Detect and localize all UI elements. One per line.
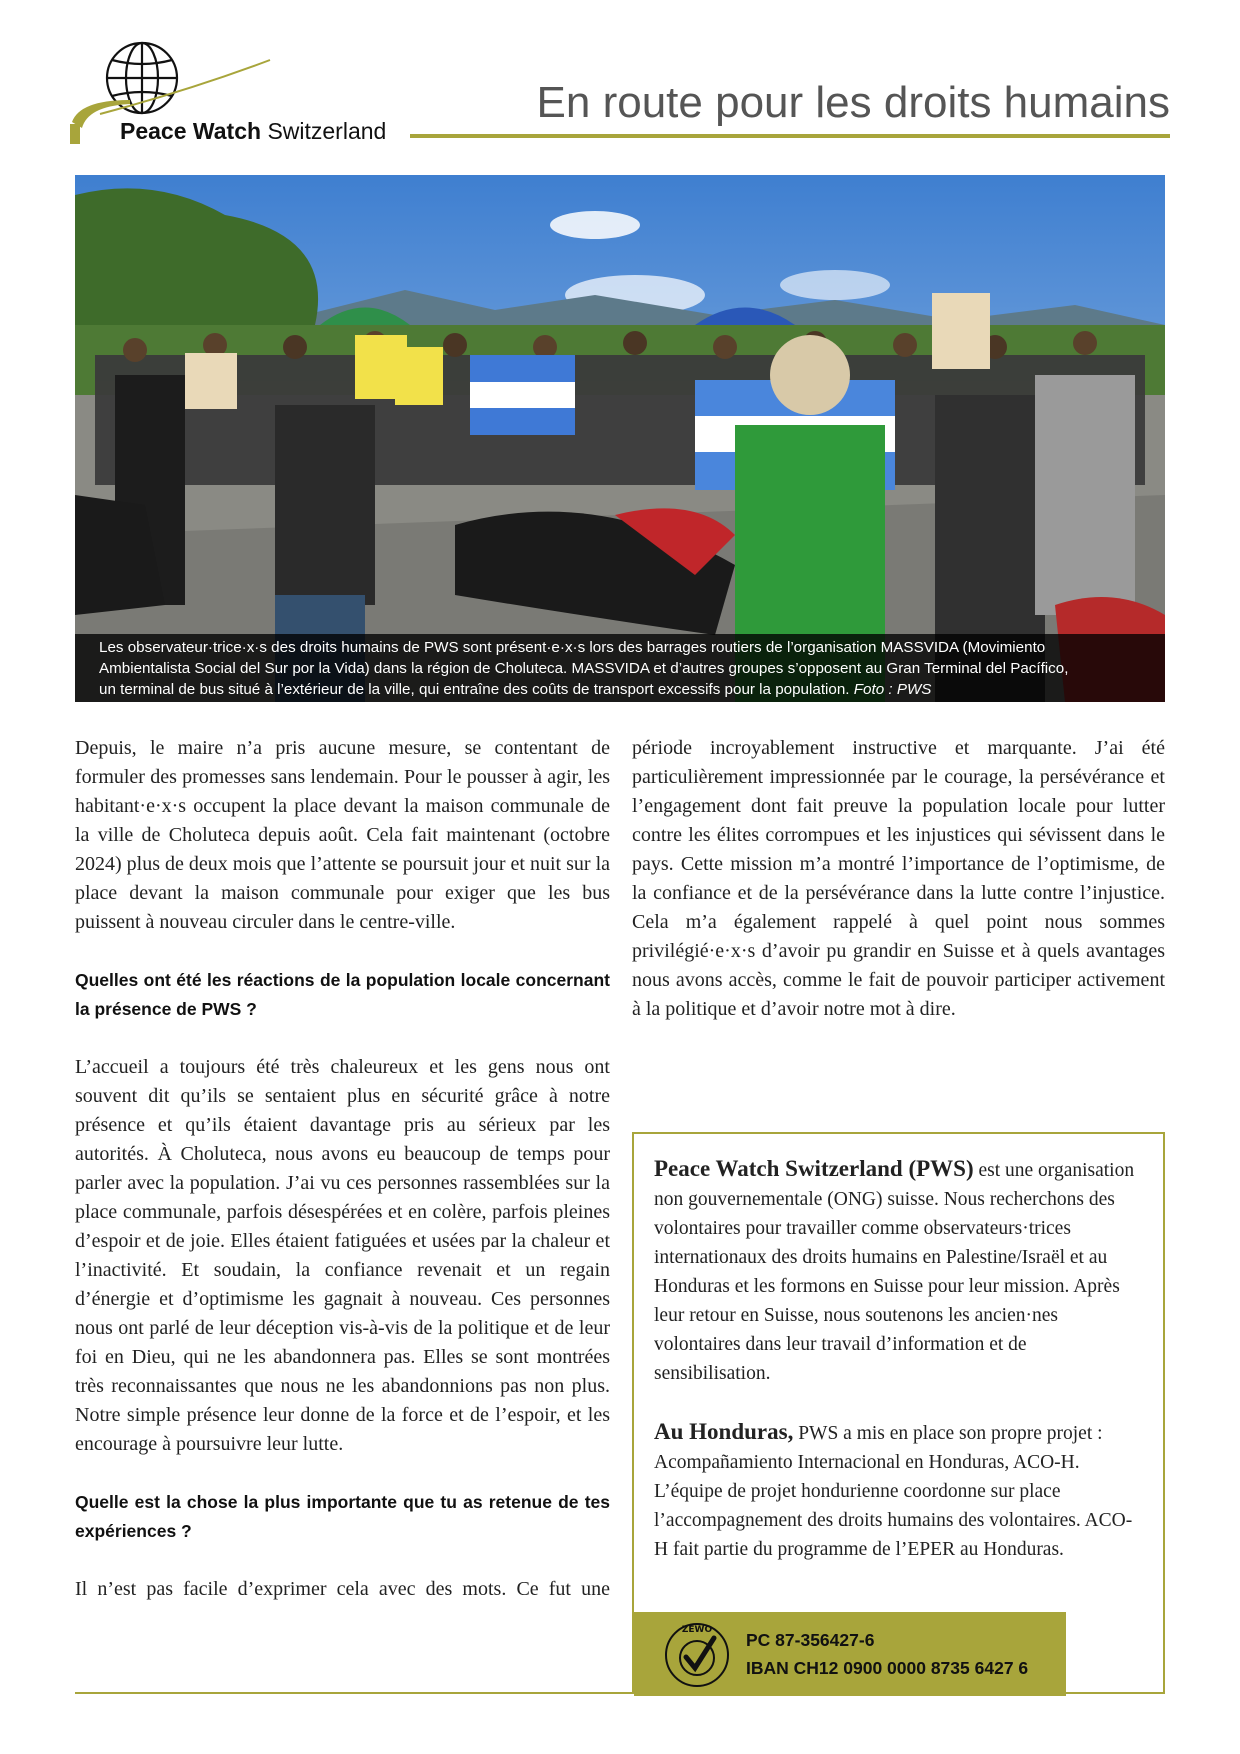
info-org-paragraph <box>654 1154 1144 1388</box>
logo-bold-text: Peace Watch <box>120 118 262 144</box>
logo <box>70 40 430 150</box>
right-column <box>632 734 1165 1024</box>
donation-footer <box>634 1612 1066 1696</box>
caption-line: Les observateur·trice·x·s des droits humains de PWS sont présent·e·x·s lors des barrages routiers de l’organisation MASSVIDA (Movimiento <box>99 639 1046 656</box>
bottom-rule <box>75 1692 632 1694</box>
protest-photo <box>75 175 1165 702</box>
logo-light-text: Switzerland <box>267 118 387 144</box>
zewo-seal-icon <box>662 1620 732 1690</box>
iban: IBAN CH12 0900 0000 8735 6427 6 <box>746 1658 1029 1678</box>
logo-wordmark <box>120 118 386 145</box>
info-honduras-heading: Au Honduras, <box>654 1419 794 1444</box>
info-box <box>632 1132 1165 1694</box>
paragraph: L’accueil a toujours été très chaleureux et les gens nous ont souvent dit qu’ils se sentaient plus en sécurité grâce à notre présence et qu’ils étaient davantage pris au sérieux par les autorités. À Choluteca, nous avons eu beaucoup de temps pour parler avec la population. J’ai vu ces personnes rassemblées sur la place communale, parfois désespérées et en colère, parfois pleines d’espoir et de joie. Elles étaient fatiguées et usées par la chaleur et l’inactivité. Et soudain, la confiance revenait et un regain d’énergie et d’optimisme les gagnait à nouveau. Ces personnes nous ont parlé de leur déception vis-à-vis de la politique et de leur foi en Dieu, qui ne les abandonnera pas. Elles se sont montrées très reconnaissantes que nous ne les abandonnions pas non plus. Notre simple présence leur donne de la force et de l’espoir, et les encourage à poursuivre leur lutte. <box>75 1056 610 1455</box>
header-rule <box>410 134 1170 138</box>
protest-photo-icon <box>75 175 1165 702</box>
page-title: En route pour les droits humains <box>536 78 1170 127</box>
info-honduras-text: PWS a mis en place son propre projet : Acompañamiento Internacional en Honduras, ACO-H. L’équipe de projet hondurienne coordonne sur place l’accompagnement des droits humains des volontaires. ACO-H fait partie du programme de l’EPER au Honduras. <box>654 1423 1133 1560</box>
zewo-seal-text: ZEWO <box>681 1625 713 1635</box>
caption-credit: Foto : PWS <box>853 681 932 698</box>
photo-caption <box>75 634 1165 702</box>
info-box-body <box>654 1154 1144 1564</box>
left-column <box>75 734 610 1604</box>
info-org-name: Peace Watch Switzerland (PWS) <box>654 1156 974 1181</box>
paragraph: période incroyablement instructive et marquante. J’ai été particulièrement impressionnée par le courage, la persévérance et l’engagement dont fait preuve la population locale pour lutter contre les élites corrompues et les injustices qui sévissent dans le pays. Cette mission m’a montré l’importance de l’optimisme, de la confiance et de la persévérance dans la lutte contre l’injustice. Cela m’a également rappelé à quel point nous sommes privilégié·e·x·s d’avoir pu grandir en Suisse et à quels avantages nous avons accès, comme le fait de pouvoir participer activement à la politique et d’avoir notre mot à dire. <box>632 737 1165 1020</box>
caption-text: un terminal de bus situé à l’extérieur de la ville, qui entraîne des coûts de transport excessifs pour la population. <box>99 681 850 698</box>
paragraph: Il n’est pas facile d’exprimer cela avec des mots. Ce fut une <box>75 1578 610 1600</box>
caption-line: Ambientalista Social del Sur por la Vida) dans la région de Choluteca. MASSVIDA et d’autres groupes s’opposent au Gran Terminal del Pacífico, <box>99 660 1069 677</box>
info-honduras-paragraph <box>654 1417 1144 1564</box>
postal-account: PC 87-356427-6 <box>746 1630 875 1650</box>
caption-line <box>99 679 1141 700</box>
bank-details <box>746 1626 1028 1682</box>
question-heading: Quelles ont été les réactions de la population locale concernant la présence de PWS ? <box>75 970 610 1019</box>
question-heading: Quelle est la chose la plus importante que tu as retenue de tes expériences ? <box>75 1492 610 1541</box>
info-org-text: est une organisation non gouvernementale (ONG) suisse. Nous recherchons des volontaires pour travailler comme observateurs·trices internationaux des droits humains en Palestine/Israël et au Honduras et les formons en Suisse pour leur mission. Après leur retour en Suisse, nous soutenons les ancien·nes volontaires dans leur travail d’information et de sensibilisation. <box>654 1160 1135 1384</box>
paragraph: Depuis, le maire n’a pris aucune mesure, se contentant de formuler des promesses sans lendemain. Pour le pousser à agir, les habitant·e·x·s occupent la place devant la maison communale de la ville de Choluteca depuis août. Cela fait maintenant (octobre 2024) plus de deux mois que l’attente se poursuit jour et nuit sur la place devant la maison communale pour exiger que les bus puissent à nouveau circuler dans le centre-ville. <box>75 737 610 933</box>
